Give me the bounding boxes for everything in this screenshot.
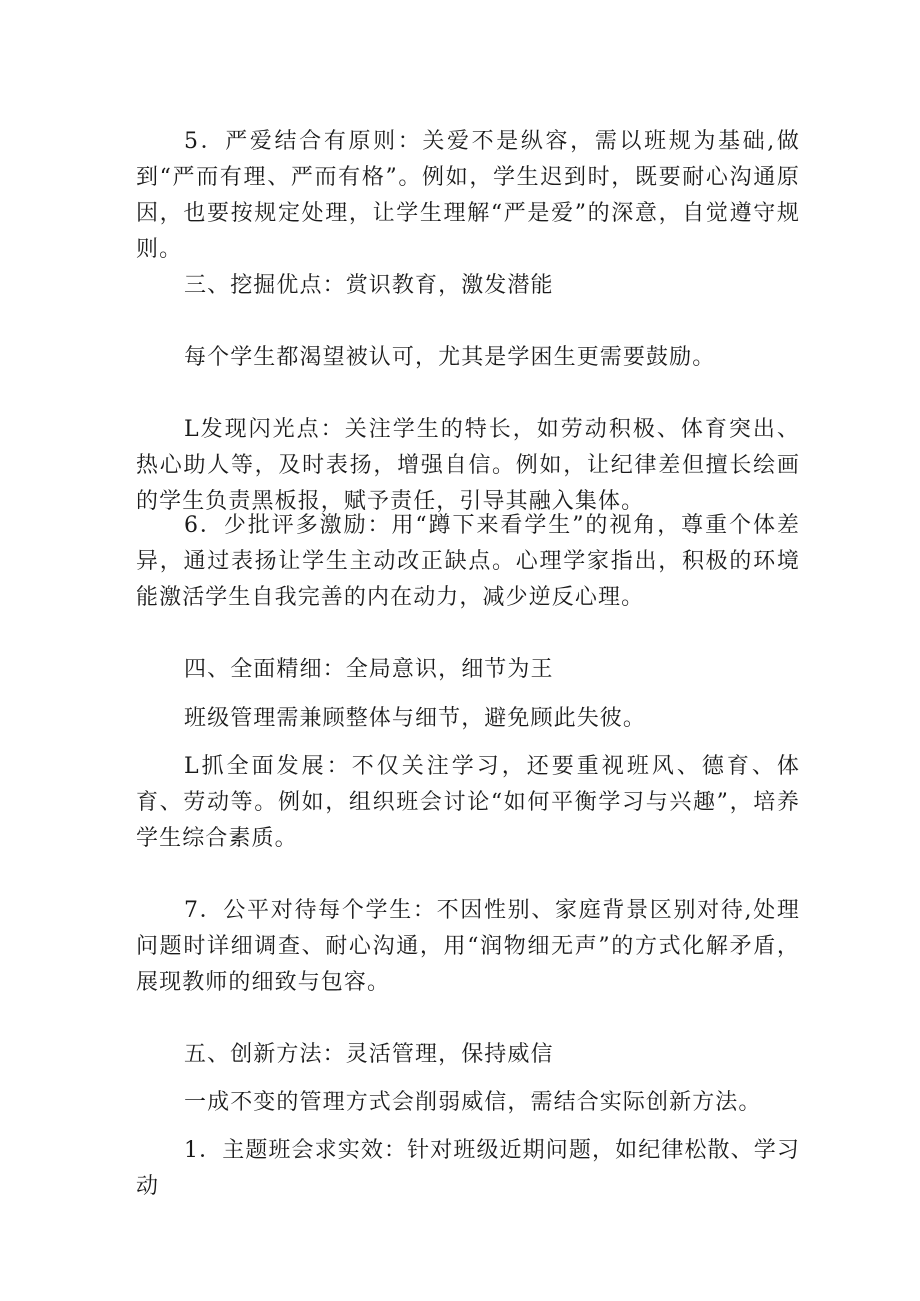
section-heading-five: 五、创新方法：灵活管理，保持威信: [184, 1042, 554, 1067]
paragraph-balance: 班级管理需兼顾整体与细节，避免顾此失彼。: [184, 706, 647, 731]
section-heading-four: 四、全面精细：全局意识，细节为王: [184, 657, 554, 682]
paragraph-all-round-development: L抓全面发展：不仅关注学习，还要重视班风、德育、体育、劳动等。例如，组织班会讨论“如何平衡学习与兴趣”，培养学生综合素质。: [136, 754, 800, 851]
paragraph-find-highlights: L发现闪光点：关注学生的特长，如劳动积极、体育突出、热心助人等，及时表扬，增强自信。例如，让纪律差但擅长绘画的学生负责黑板报，赋予责任，引导其融入集体。: [136, 417, 800, 514]
section-heading-three: 三、挖掘优点：赏识教育，激发潜能: [184, 273, 554, 298]
paragraph-theme-class-meeting: 1．主题班会求实效：针对班级近期问题，如纪律松散、学习动: [136, 1138, 800, 1199]
paragraph-innovation: 一成不变的管理方式会削弱威信，需结合实际创新方法。: [184, 1090, 762, 1115]
paragraph-less-criticism: 6．少批评多激励：用“蹲下来看学生”的视角，尊重个体差异，通过表扬让学生主动改正缺点。心理学家指出，积极的环境能激活学生自我完善的内在动力，减少逆反心理。: [136, 513, 800, 610]
paragraph-recognition: 每个学生都渴望被认可，尤其是学困生更需要鼓励。: [184, 345, 716, 370]
paragraph-fair-treatment: 7．公平对待每个学生：不因性别、家庭背景区别对待,处理问题时详细调查、耐心沟通，用“润物细无声”的方式化解矛盾，展现教师的细致与包容。: [136, 898, 800, 995]
paragraph-strict-love-principle: 5．严爱结合有原则：关爱不是纵容，需以班规为基础,做到“严而有理、严而有格”。例如，学生迟到时，既要耐心沟通原因，也要按规定处理，让学生理解“严是爱”的深意，自觉遵守规则。: [136, 129, 800, 262]
